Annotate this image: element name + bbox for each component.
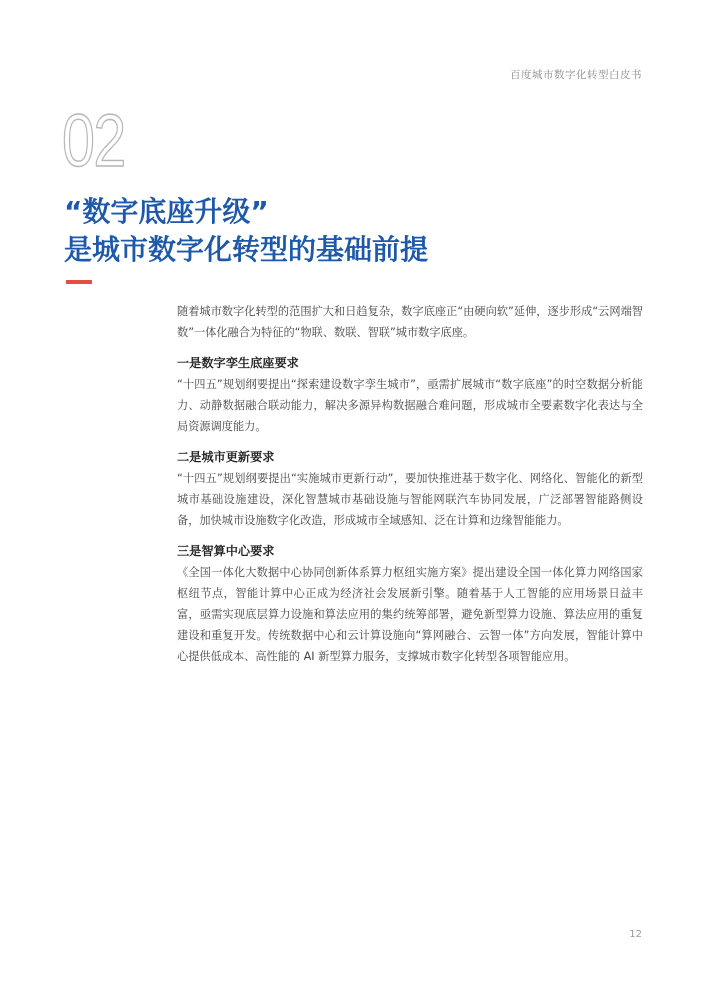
body-content [177, 301, 643, 667]
chapter-title [64, 193, 428, 269]
document-header-title: 百度城市数字化转型白皮书 [510, 69, 642, 81]
chapter-title-line-2: 是城市数字化转型的基础前提 [64, 233, 429, 266]
intro-paragraph: 随着城市数字化转型的范围扩大和日趋复杂，数字底座正“由硬向软”延伸，逐步形成“云网端智数”一体化融合为特征的“物联、数联、智联”城市数字底座。 [177, 305, 643, 339]
section-body-computing-center: 《全国一体化大数据中心协同创新体系算力枢纽实施方案》提出建设全国一体化算力网络国家枢纽节点，智能计算中心正成为经济社会发展新引擎。随着基于人工智能的应用场景日益丰富，亟需实现底层算力设施和算法应用的集约统筹部署，避免新型算力设施、算法应用的重复建设和重复开发。传统数据中心和云计算设施向“算网融合、云智一体”方向发展，智能计算中心提供低成本、高性能的 AI 新型算力服务，支撑城市数字化转型各项智能应用。 [177, 566, 643, 663]
chapter-title-line-1: “数字底座升级” [64, 195, 269, 228]
section-heading-urban-renewal: 二是城市更新要求 [177, 450, 275, 464]
section-heading-digital-twin: 一是数字孪生底座要求 [177, 356, 299, 370]
section-body-urban-renewal: “十四五”规划纲要提出“实施城市更新行动”，要加快推进基于数字化、网络化、智能化的新型城市基础设施建设，深化智慧城市基础设施与智能网联汽车协同发展，广泛部署智能路侧设备，加快城市设施数字化改造，形成城市全域感知、泛在计算和边缘智能能力。 [177, 472, 643, 527]
page-number: 12 [629, 929, 642, 940]
accent-bar [66, 280, 92, 284]
section-heading-computing-center: 三是智算中心要求 [177, 544, 275, 558]
section-body-digital-twin: “十四五”规划纲要提出“探索建设数字孪生城市”，亟需扩展城市“数字底座”的时空数据分析能力、动静数据融合联动能力，解决多源异构数据融合难问题，形成城市全要素数字化表达与全局资源调度能力。 [177, 378, 643, 433]
chapter-number: 02 [62, 99, 125, 182]
